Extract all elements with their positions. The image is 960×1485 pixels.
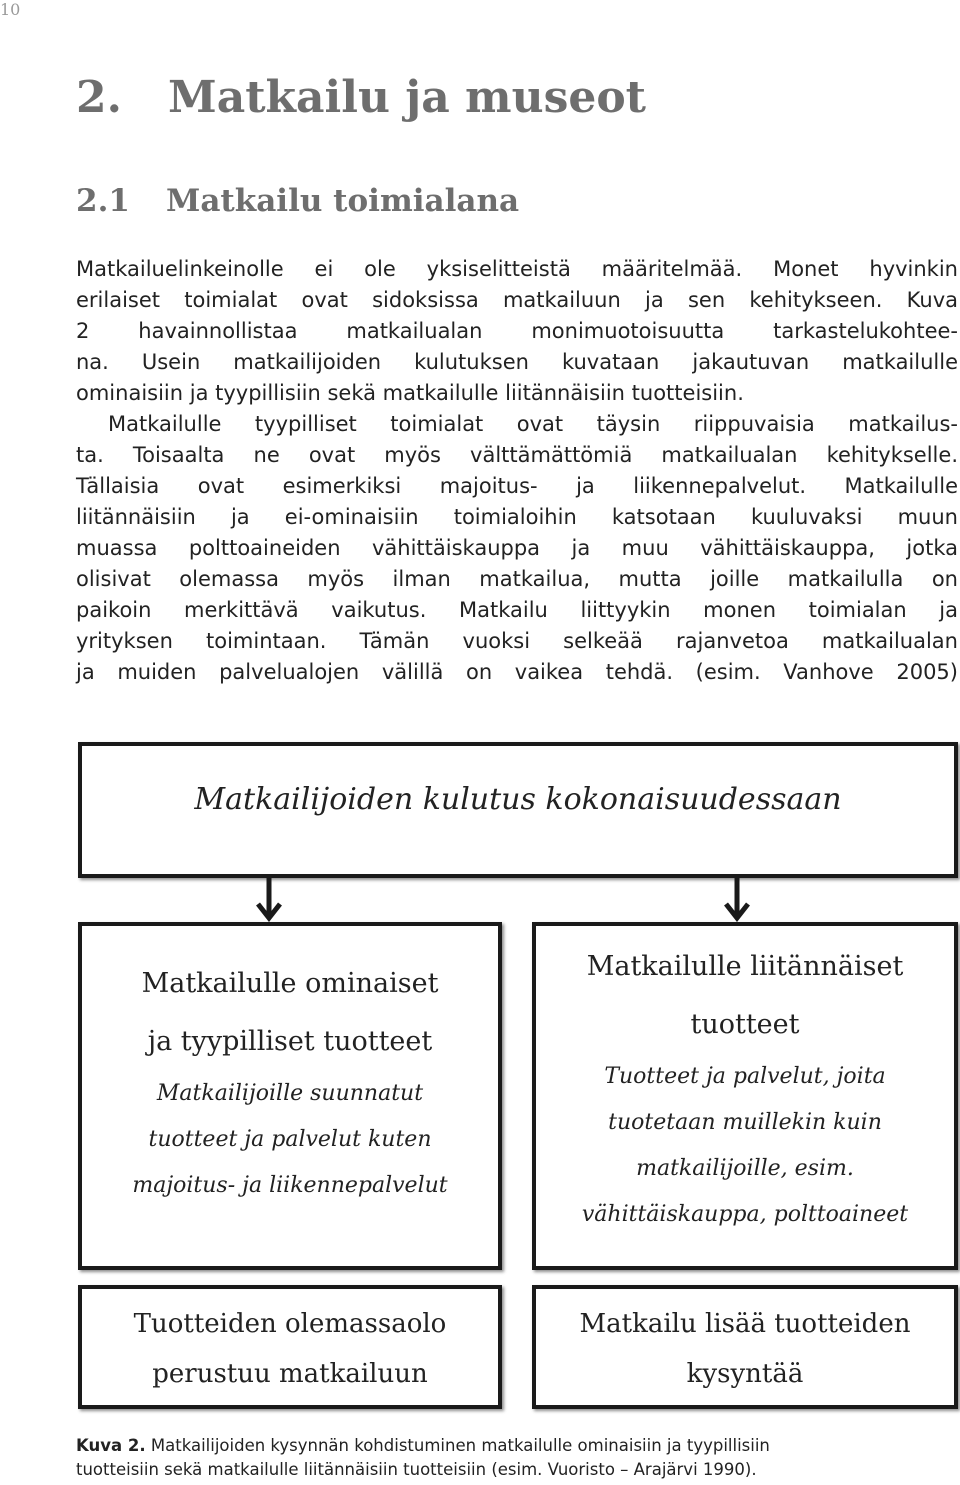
body-line: paikoin merkittävä vaikutus. Matkailu liittyykin monen toimialan ja xyxy=(76,598,958,622)
box-text-line: Tuotteiden olemassaolo xyxy=(133,1309,447,1339)
box-heading-line: tuotteet xyxy=(690,1009,800,1040)
caption-label: Kuva 2. xyxy=(76,1436,146,1455)
body-line: erilaiset toimialat ovat sidoksissa matkailuun ja sen kehitykseen. Kuva xyxy=(76,288,958,312)
down-arrow-icon xyxy=(722,876,752,922)
box-description-line: Tuotteet ja palvelut, joita xyxy=(604,1064,886,1089)
body-line: 2 havainnollistaa matkailualan monimuotoisuutta tarkastelukohtee- xyxy=(76,319,958,343)
box-description-line: tuotetaan muillekin kuin xyxy=(608,1110,882,1135)
box-description-line: Matkailijoille suunnatut xyxy=(156,1081,424,1106)
box-heading-line: Matkailulle ominaiset xyxy=(141,968,439,999)
box-description-line: matkailijoille, esim. xyxy=(636,1156,854,1181)
section-title xyxy=(76,183,519,219)
diagram-box-existence-based-on-tourism xyxy=(78,1285,502,1409)
body-line: ta. Toisaalta ne ovat myös välttämättömiä matkailualan kehitykselle. xyxy=(76,443,958,467)
chapter-title-text: Matkailu ja museot xyxy=(168,72,647,123)
diagram-box-total-consumption xyxy=(78,742,958,878)
diagram-top-title: Matkailijoiden kulutus kokonaisuudessaan xyxy=(194,782,842,817)
body-line: ominaisiin ja tyypillisiin sekä matkailulle liitännäisiin tuotteisiin. xyxy=(76,381,744,405)
box-description-line: vähittäiskauppa, polttoaineet xyxy=(581,1202,909,1227)
section-title-text: Matkailu toimialana xyxy=(166,183,520,219)
box-text-line: kysyntää xyxy=(686,1359,804,1389)
caption-text: Matkailijoiden kysynnän kohdistuminen matkailulle ominaisiin ja tyypillisiin xyxy=(150,1436,770,1455)
diagram-box-characteristic-products xyxy=(78,922,502,1270)
body-line: olisivat olemassa myös ilman matkailua, mutta joille matkailulla on xyxy=(76,567,958,591)
caption-line xyxy=(76,1434,958,1458)
section-number: 2.1 xyxy=(76,183,130,219)
body-line: na. Usein matkailijoiden kulutuksen kuvataan jakautuvan matkailulle xyxy=(76,350,958,374)
body-line: Tällaisia ovat esimerkiksi majoitus- ja liikennepalvelut. Matkailulle xyxy=(76,474,958,498)
diagram-box-connected-products xyxy=(532,922,958,1270)
page-number: 10 xyxy=(0,0,21,19)
body-line: muassa polttoaineiden vähittäiskauppa ja muu vähittäiskauppa, jotka xyxy=(76,536,958,560)
diagram-box-tourism-increases-demand xyxy=(532,1285,958,1409)
box-text-line: Matkailu lisää tuotteiden xyxy=(579,1309,911,1339)
box-heading-line: Matkailulle liitännäiset xyxy=(586,951,904,982)
caption-line: tuotteisiin sekä matkailulle liitännäisiin tuotteisiin (esim. Vuoristo – Arajärvi 1990). xyxy=(76,1460,757,1479)
body-line: yrityksen toimintaan. Tämän vuoksi selkeää rajanvetoa matkailualan xyxy=(76,629,958,653)
chapter-title xyxy=(76,72,646,123)
down-arrow-icon xyxy=(254,876,284,922)
body-line: Matkailuelinkeinolle ei ole yksiselitteistä määritelmää. Monet hyvinkin xyxy=(76,257,958,281)
figure-caption xyxy=(76,1434,958,1482)
body-line: ja muiden palvelualojen välillä on vaikea tehdä. (esim. Vanhove 2005) xyxy=(76,660,958,684)
body-line: Matkailulle tyypilliset toimialat ovat täysin riippuvaisia matkailus- xyxy=(108,412,958,436)
box-description-line: tuotteet ja palvelut kuten xyxy=(148,1127,432,1152)
box-text-line: perustuu matkailuun xyxy=(152,1359,428,1389)
body-paragraphs xyxy=(76,254,958,688)
body-line: liitännäisiin ja ei-ominaisiin toimialoihin katsotaan kuuluvaksi muun xyxy=(76,505,958,529)
chapter-number: 2. xyxy=(76,72,122,123)
box-heading-line: ja tyypilliset tuotteet xyxy=(147,1026,433,1057)
box-description-line: majoitus- ja liikennepalvelut xyxy=(132,1173,448,1198)
